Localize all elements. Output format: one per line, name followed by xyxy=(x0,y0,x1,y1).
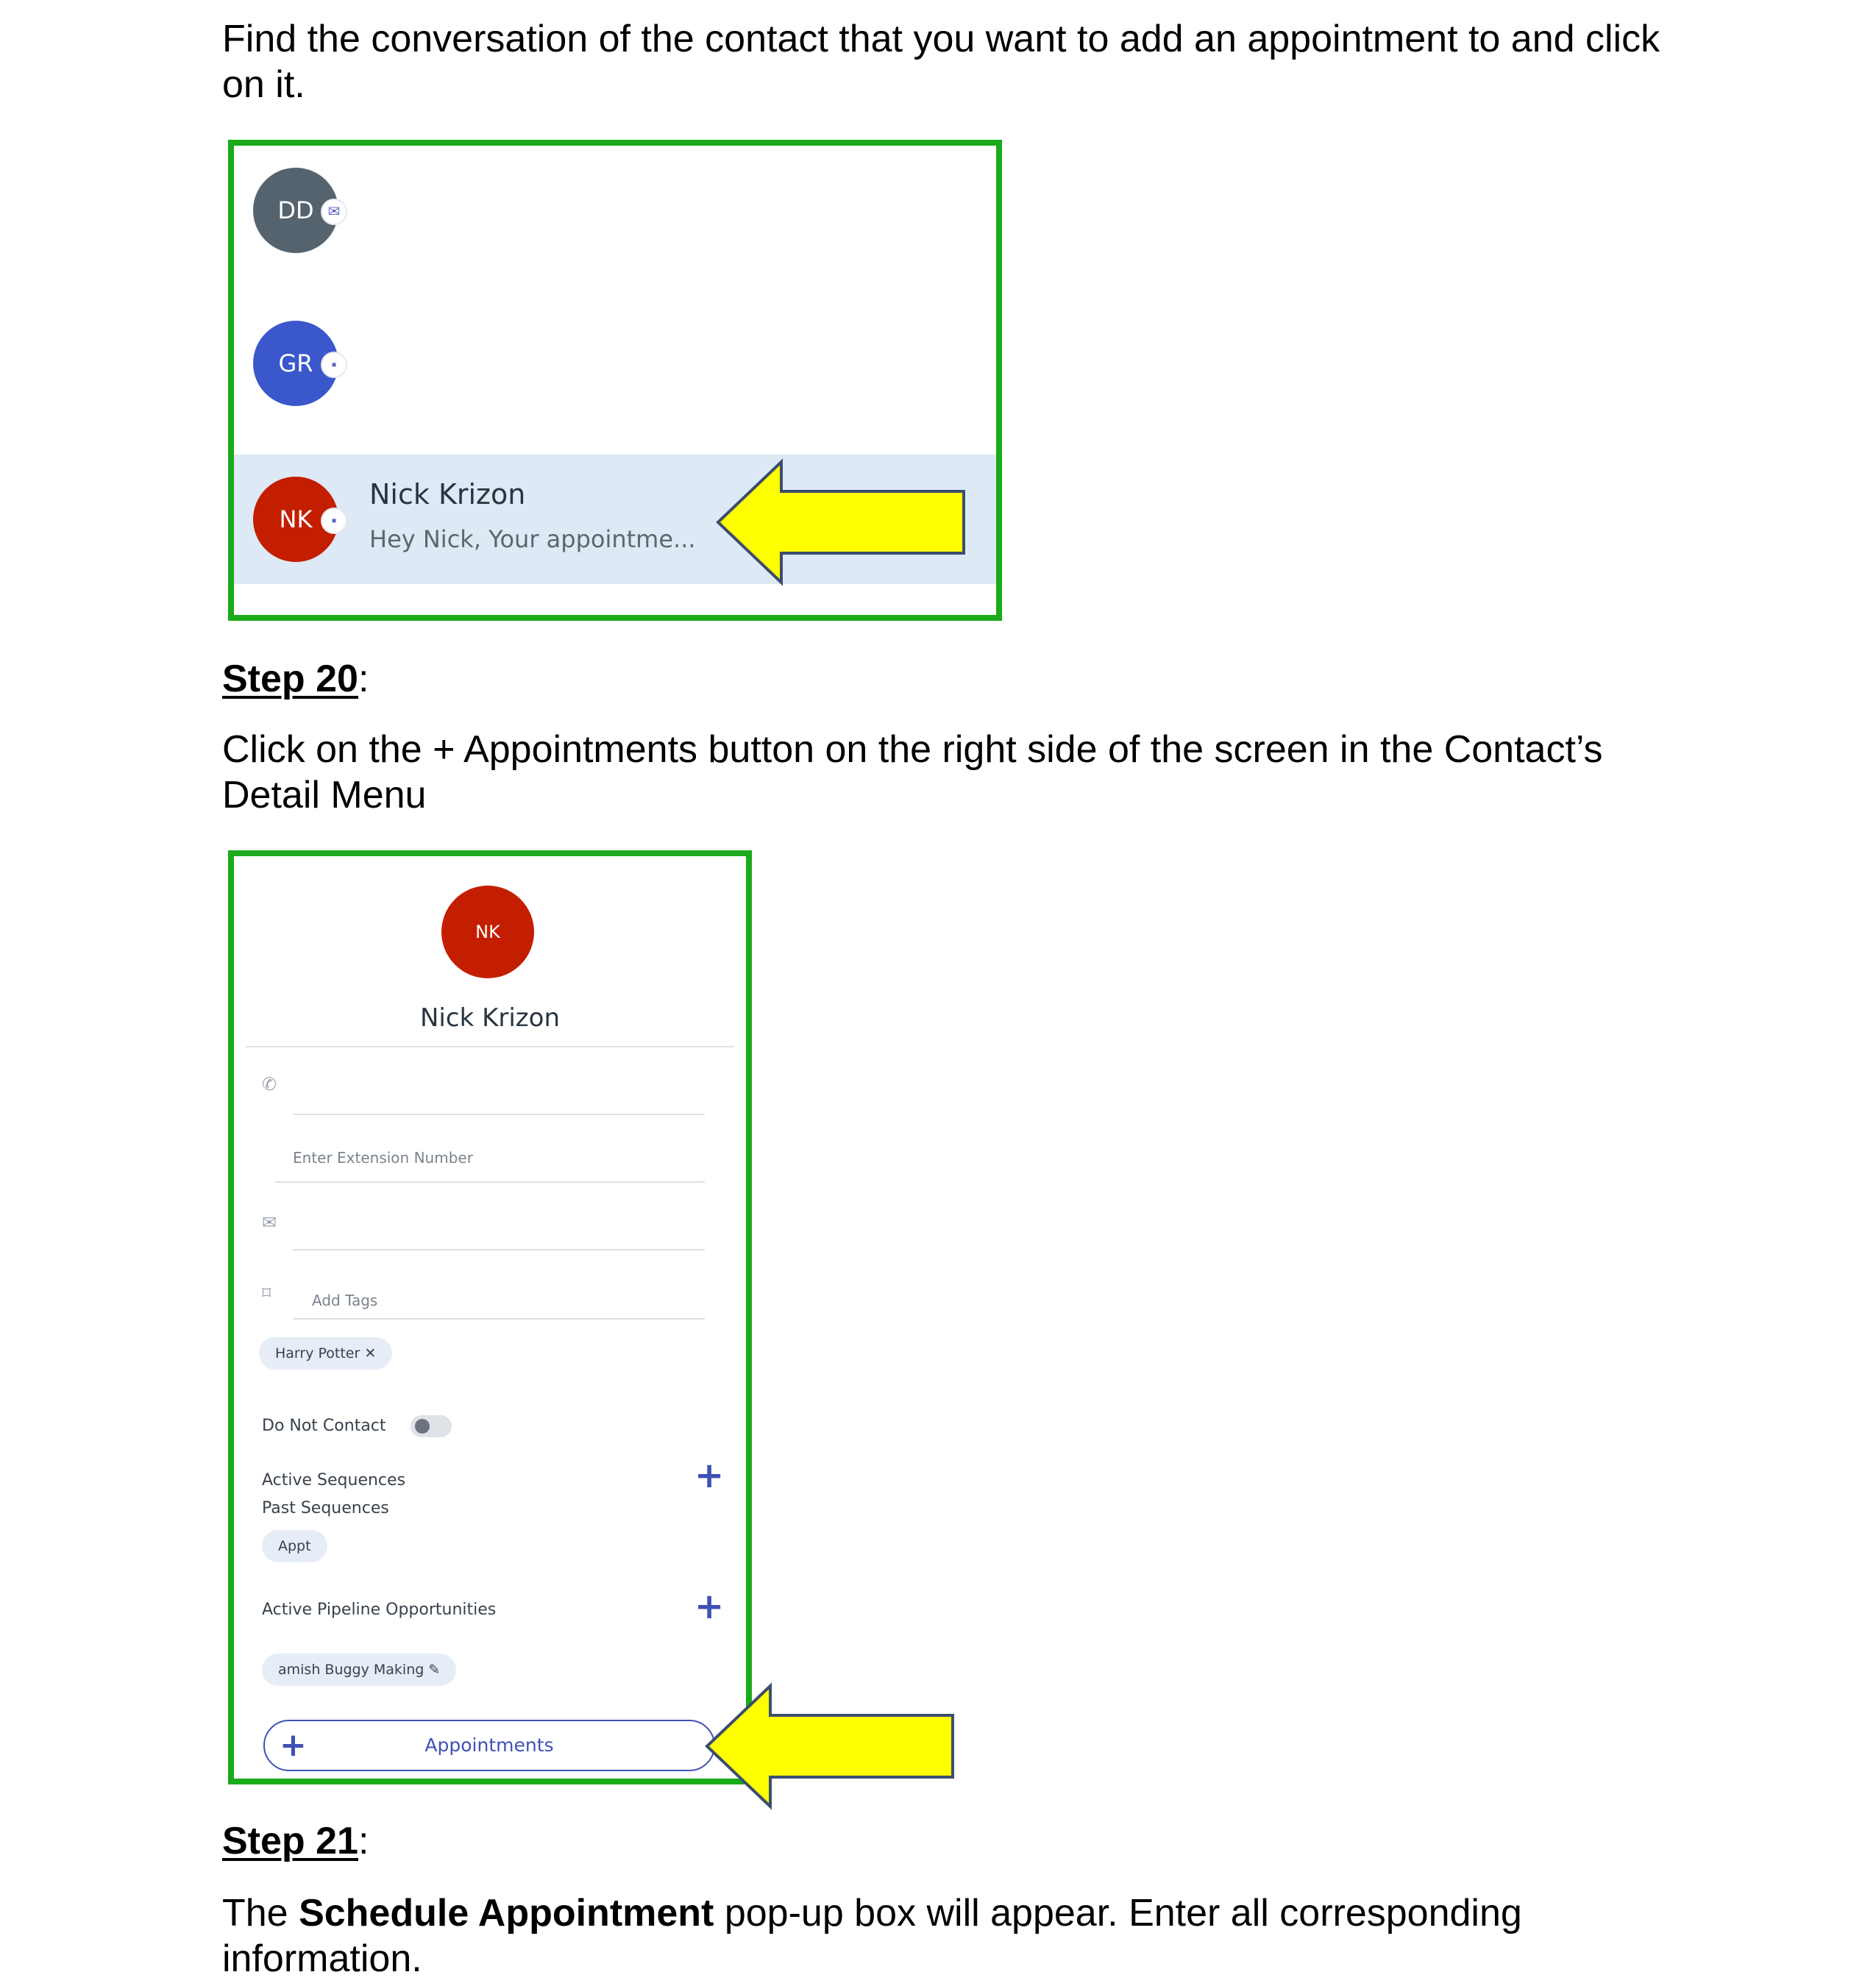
arrow-left-icon xyxy=(703,1680,960,1812)
pipeline-label: Active Pipeline Opportunities xyxy=(262,1601,497,1619)
phone-icon: ✆ xyxy=(262,1074,277,1095)
email-field[interactable] xyxy=(293,1249,705,1250)
email-icon: ✉ xyxy=(262,1212,277,1233)
avatar: DD xyxy=(253,168,338,253)
sequence-chip: Appt xyxy=(262,1530,327,1562)
step-21-heading: Step 21: xyxy=(222,1820,369,1862)
message-preview: Hey Nick, Your appointme... xyxy=(369,525,696,553)
add-opportunity-button[interactable]: + xyxy=(694,1586,725,1627)
add-sequence-button[interactable]: + xyxy=(694,1455,725,1496)
step-20-text: Click on the + Appointments button on the right side of the screen in the Contact’s Detail Menu xyxy=(222,728,1603,816)
email-icon: ✉ xyxy=(321,199,347,225)
pencil-icon: ✎ xyxy=(428,1662,441,1678)
tag-chip xyxy=(259,1337,392,1370)
step-21-text: The Schedule Appointment pop-up box will appear. Enter all corresponding information. xyxy=(222,1892,1522,1980)
past-sequences-label: Past Sequences xyxy=(262,1499,389,1517)
tags-input[interactable]: Add Tags xyxy=(312,1292,378,1309)
divider xyxy=(275,1181,705,1183)
add-appointment-button[interactable] xyxy=(263,1720,715,1771)
close-icon[interactable]: ✕ xyxy=(364,1345,377,1362)
arrow-left-icon xyxy=(714,456,971,588)
avatar: NK xyxy=(441,886,534,978)
pipeline-chip[interactable] xyxy=(262,1654,456,1686)
contact-detail-screenshot xyxy=(228,850,752,1784)
active-sequences-label: Active Sequences xyxy=(262,1471,406,1490)
avatar: NK xyxy=(253,477,338,562)
do-not-contact-label: Do Not Contact xyxy=(262,1417,386,1435)
phone-field[interactable] xyxy=(293,1114,705,1115)
plus-icon: + xyxy=(280,1726,307,1764)
tag-icon: ⌑ xyxy=(262,1283,271,1303)
avatar: GR xyxy=(253,321,338,406)
divider xyxy=(246,1046,734,1047)
sms-icon: ▪ xyxy=(321,508,347,534)
intro-paragraph: Find the conversation of the contact that you want to add an appointment to and click on it. xyxy=(222,18,1660,106)
conversation-item[interactable] xyxy=(234,146,996,275)
extension-field[interactable]: Enter Extension Number xyxy=(293,1149,473,1167)
contact-name: Nick Krizon xyxy=(369,478,526,510)
contact-name: Nick Krizon xyxy=(420,1003,560,1033)
conversation-item[interactable] xyxy=(234,299,996,428)
toggle-knob xyxy=(415,1419,430,1434)
sms-icon: ▪ xyxy=(321,352,347,378)
tag-chip-label: Harry Potter xyxy=(275,1345,360,1362)
pipeline-chip-label: amish Buggy Making xyxy=(278,1662,424,1678)
do-not-contact-toggle[interactable] xyxy=(411,1415,452,1437)
divider xyxy=(293,1318,705,1320)
appointments-button-label: Appointments xyxy=(424,1734,554,1756)
step-20-heading: Step 20: xyxy=(222,658,369,700)
